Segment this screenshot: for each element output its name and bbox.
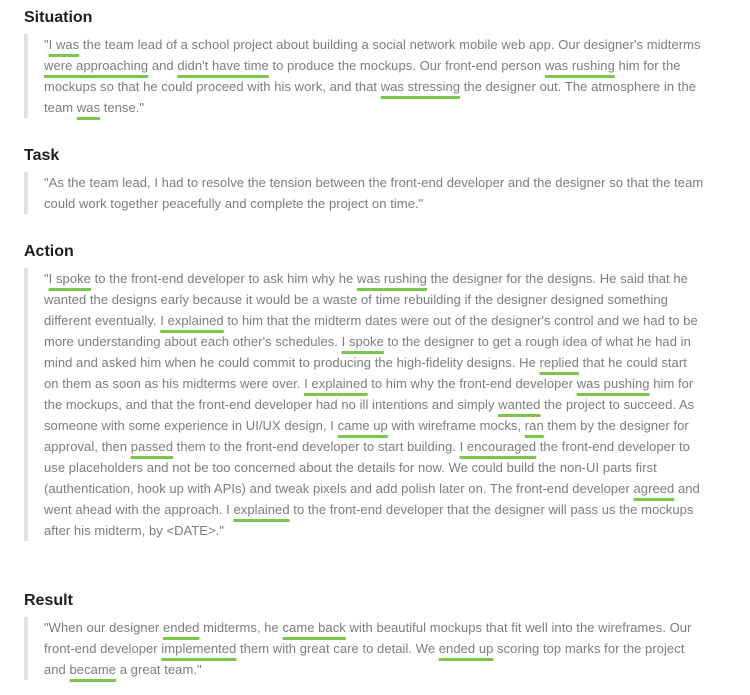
highlighted-verb: I explained (160, 313, 224, 328)
quote-text: them to the front-end developer to start building. (173, 439, 460, 454)
highlighted-verb: was rushing (357, 271, 427, 286)
quote-text: them by the designer for approval, then (44, 418, 689, 454)
highlighted-verb: was (76, 100, 101, 115)
action-quote (24, 268, 714, 541)
result-heading: Result (24, 592, 73, 609)
highlighted-verb: implemented (161, 641, 237, 656)
quote-text: to produce the mockups. Our front-end person (268, 58, 545, 73)
highlighted-verb: agreed (633, 481, 675, 496)
quote-text: to the designer to get a rough idea of what he had in mind and asked him when he could commit to producing the high-fidelity designs. He (44, 334, 691, 370)
highlighted-verb: ran (524, 418, 544, 433)
task-section (24, 146, 714, 214)
quote-text: that he could start on them as soon as his midterms were over. (44, 355, 687, 391)
quote-text: the front-end developer to use placeholders and not be too concerned about the details for now. We could build the non-UI parts first (authentication, hook up with APIs) and tweak pixels and add polish later on. The front-end developer (44, 439, 690, 496)
highlighted-verb: I spoke (48, 271, 91, 286)
quote-text: to the front-end developer that the designer will pass us the mockups after his midterm, by <DATE>." (44, 502, 694, 538)
quote-text: the team lead of a school project about building a social network mobile web app. Our designer's midterms (79, 37, 701, 52)
highlighted-verb: wanted (498, 397, 541, 412)
highlighted-verb: I spoke (341, 334, 384, 349)
situation-section (24, 8, 714, 118)
quote-text: "When our designer (44, 620, 164, 635)
task-heading: Task (24, 147, 60, 164)
quote-text: the project to succeed. As someone with some experience in UI/UX design, I (44, 397, 695, 433)
highlighted-verb: was stressing (380, 79, 461, 94)
task-quote (24, 172, 714, 214)
quote-text: and went ahead with the approach. I (44, 481, 700, 517)
quote-text: and (148, 58, 178, 73)
quote-text: " (44, 37, 49, 52)
highlighted-verb: passed (130, 439, 173, 454)
quote-text: the designer for the designs. He said that he wanted the designs early because it would be a waste of time rebuilding if the designer designed something different eventually. (44, 271, 688, 328)
highlighted-verb: was rushing (544, 58, 615, 73)
highlighted-verb: I encouraged (459, 439, 537, 454)
quote-text: "As the team lead, I had to resolve the tension between the front-end developer and the designer so that the team could work together peacefully and complete the project on time." (44, 175, 704, 211)
highlighted-verb: I explained (304, 376, 368, 391)
quote-text: to the front-end developer to ask him why he (90, 271, 357, 286)
quote-text: a great team." (116, 662, 202, 677)
highlighted-verb: I was (48, 37, 80, 52)
action-heading: Action (24, 243, 74, 260)
highlighted-verb: was pushing (576, 376, 650, 391)
situation-quote (24, 34, 714, 118)
quote-text: with beautiful mockups that fit well into the wireframes. Our front-end developer (44, 620, 692, 656)
highlighted-verb: became (69, 662, 117, 677)
quote-text: with wireframe mocks, (387, 418, 525, 433)
quote-text: midterms, he (199, 620, 283, 635)
highlighted-verb: came up (337, 418, 388, 433)
result-section (24, 591, 714, 680)
quote-text: them with great care to detail. We (236, 641, 439, 656)
highlighted-verb: replied (539, 355, 579, 370)
quote-text: " (44, 271, 49, 286)
situation-heading: Situation (24, 9, 93, 26)
highlighted-verb: came back (282, 620, 346, 635)
highlighted-verb: explained (233, 502, 290, 517)
highlighted-verb: didn't have time (177, 58, 269, 73)
result-quote (24, 617, 714, 680)
quote-text: him for the mockups so that he could proceed with his work, and that (44, 58, 681, 94)
quote-text: tense." (100, 100, 145, 115)
quote-text: him for the mockups, and that the front-end developer had no ill intentions and simply (44, 376, 694, 412)
quote-text: the designer out. The atmosphere in the team (44, 79, 697, 115)
highlighted-verb: ended up (438, 641, 494, 656)
action-section (24, 242, 714, 541)
quote-text: to him why the front-end developer (367, 376, 577, 391)
quote-text: to him that the midterm dates were out of the designer's control and we had to be more understanding about each other's schedules. (44, 313, 698, 349)
highlighted-verb: ended (163, 620, 200, 635)
highlighted-verb: were approaching (44, 58, 149, 73)
quote-text: scoring top marks for the project and (44, 641, 685, 677)
